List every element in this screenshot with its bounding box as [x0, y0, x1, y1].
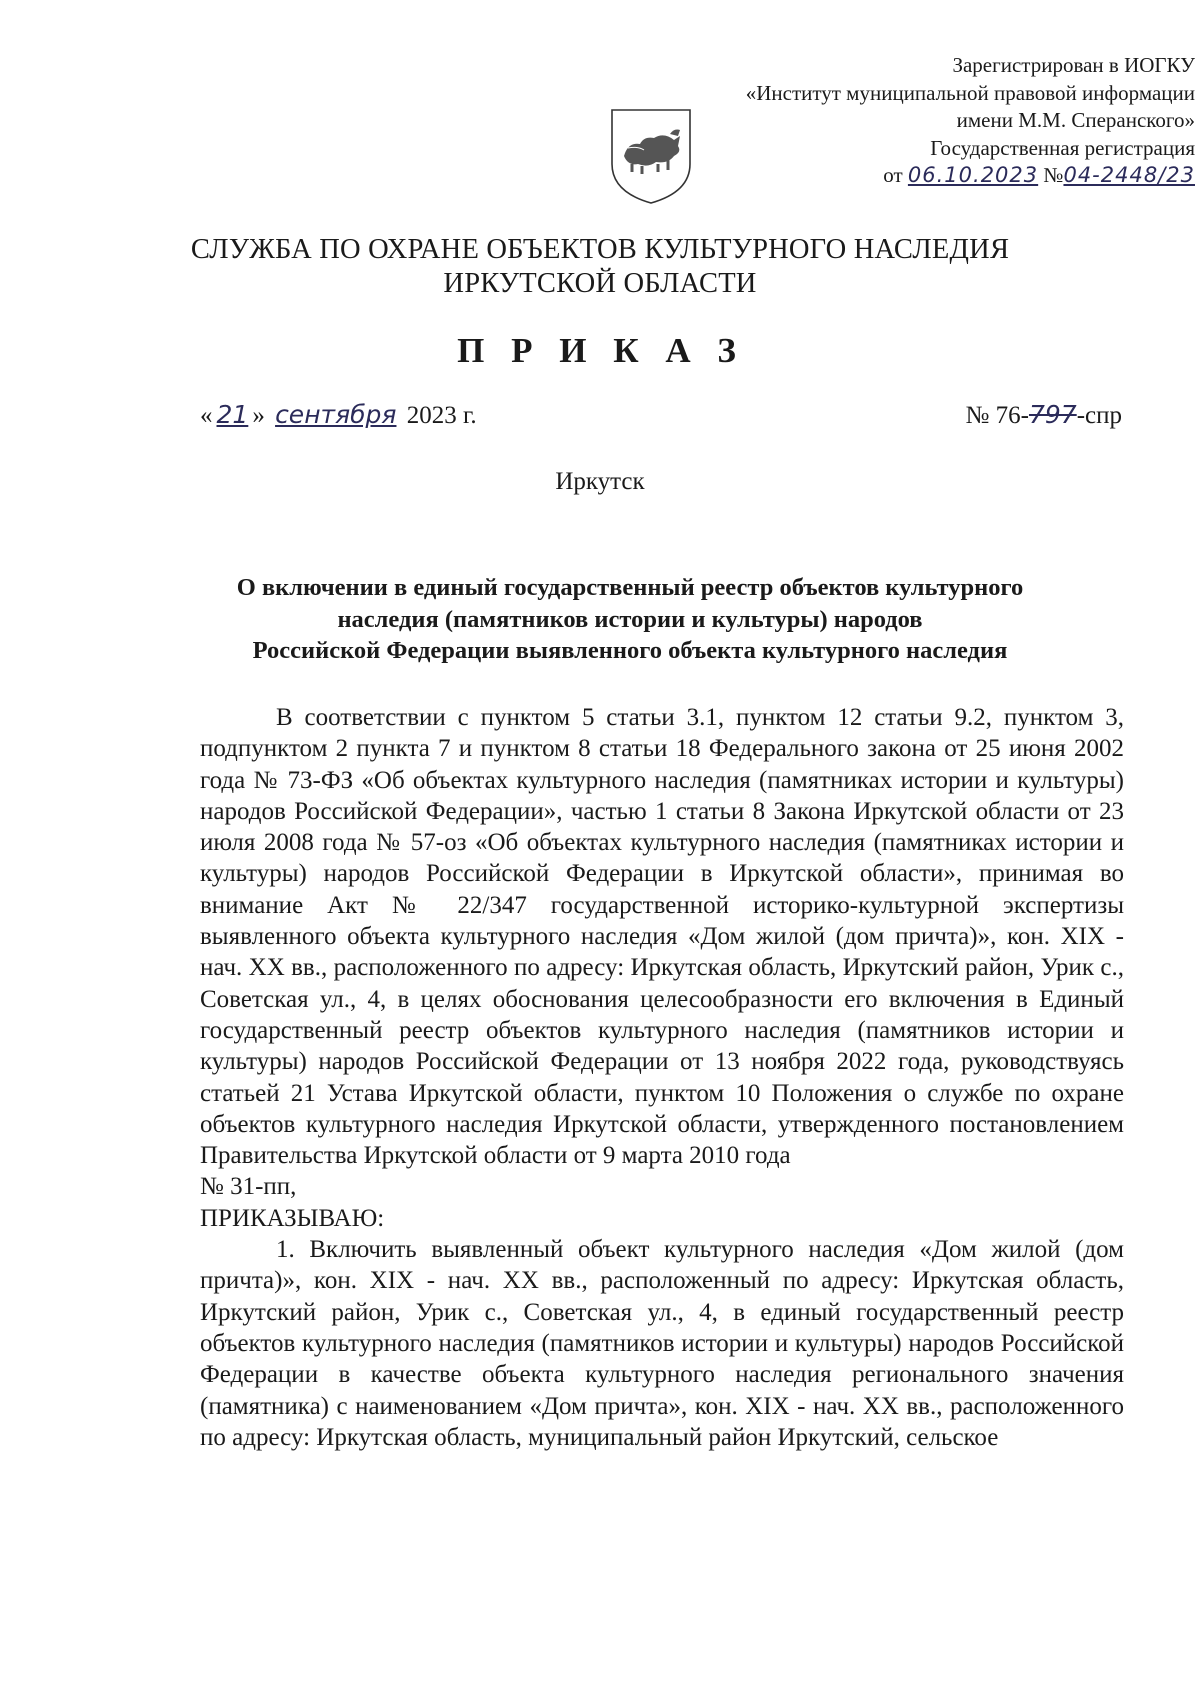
- number-prefix: № 76-: [965, 402, 1029, 429]
- agency-name: [0, 233, 1200, 301]
- order-number: [966, 400, 1122, 430]
- date-open-quote: «: [200, 402, 213, 429]
- number-suffix: -спр: [1076, 402, 1122, 429]
- coat-of-arms-icon: [608, 106, 694, 206]
- agency-name-line: ИРКУТСКОЙ ОБЛАСТИ: [443, 268, 757, 299]
- registration-line: имени М.М. Сперанского»: [956, 108, 1195, 132]
- order-subject: [190, 572, 1070, 667]
- registration-line: Государственная регистрация: [930, 135, 1195, 160]
- registration-from-label: от: [883, 163, 903, 187]
- agency-name-line: СЛУЖБА ПО ОХРАНЕ ОБЪЕКТОВ КУЛЬТУРНОГО НАСЛЕДИЯ: [190, 234, 1010, 265]
- registration-date: 06.10.2023: [907, 163, 1039, 187]
- order-word: ПРИКАЗЫВАЮ:: [200, 1204, 385, 1232]
- subject-line: Российской Федерации выявленного объекта культурного наследия: [252, 637, 1008, 664]
- registration-date-line: [883, 163, 1195, 187]
- date-year: 2023 г.: [406, 402, 477, 429]
- registration-number: 04-2448/23: [1063, 163, 1195, 187]
- subject-line: О включении в единый государственный реестр объектов культурного: [236, 574, 1024, 601]
- date-close-quote: »: [252, 402, 265, 429]
- city: Иркутск: [555, 468, 645, 495]
- preamble-last-line: № 31-пп,: [200, 1173, 297, 1201]
- registration-stamp: [675, 52, 1195, 190]
- registration-line: Зарегистрирован в ИОГКУ: [952, 53, 1195, 77]
- document-type-title: П Р И К А З: [457, 331, 745, 370]
- date-day: 21: [216, 400, 249, 429]
- order-item-1: 1. Включить выявленный объект культурного наследия «Дом жилой (дом причта)», кон. XIX - нач. XX вв., расположенный по адресу: Иркутская область, Иркутский район, Урик с., Советская ул., 4, в единый государственный реестр объектов культурного наследия (памятников истории и культуры) народов Российской Федерации в качестве объекта культурного наследия регионального значения (памятника) с наименованием «Дом причта», кон. XIX - нач. XX вв., расположенного по адресу: Иркутская область, муниципальный район Иркутский, сельское: [200, 1236, 1124, 1451]
- registration-line: «Институт муниципальной правовой информации: [745, 80, 1195, 105]
- registration-number-label: №: [1043, 163, 1064, 187]
- number-handwritten: 797: [1028, 400, 1077, 429]
- date-month: сентября: [275, 400, 397, 429]
- order-date: [200, 400, 477, 430]
- subject-line: наследия (памятников истории и культуры) народов: [337, 605, 923, 633]
- order-body: [200, 702, 1124, 1453]
- preamble-paragraph: В соответствии с пунктом 5 статьи 3.1, пунктом 12 статьи 9.2, пунктом 3, подпунктом 2 пункта 7 и пунктом 8 статьи 18 Федерального закона от 25 июня 2002 года № 73-ФЗ «Об объектах культурного наследия (памятниках истории и культуры) народов Российской Федерации», частью 1 статьи 8 Закона Иркутской области от 23 июля 2008 года № 57-оз «Об объектах культурного наследия (памятниках истории и культуры) народов Российской Федерации в Иркутской области», принимая во внимание Акт № 22/347 государственной историко-культурной экспертизы выявленного объекта культурного наследия «Дом жилой (дом причта)», кон. XIX - нач. XX вв., расположенного по адресу: Иркутская область, Иркутский район, Урик с., Советская ул., 4, в целях обоснования целесообразности его включения в Единый государственный реестр объектов культурного наследия (памятников истории и культуры) народов Российской Федерации от 13 ноября 2022 года, руководствуясь статьей 21 Устава Иркутской области, пунктом 10 Положения о службе по охране объектов культурного наследия Иркутской области, утвержденного постановлением Правительства Иркутской области от 9 марта 2010 года: [200, 704, 1124, 1170]
